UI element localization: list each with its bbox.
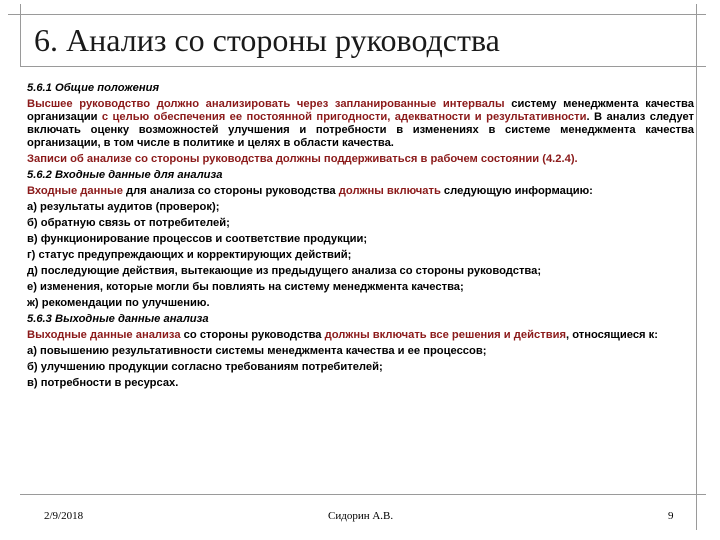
- general-p1-black2: . В анализ следует включать оценку возможностей улучшения и потребности в изменениях в системе менеджмента качества организации, в том числе в политике и целях в области качества.: [27, 111, 694, 149]
- general-paragraph-1: [27, 98, 694, 150]
- general-p1-red2: с целью обеспечения ее постоянной пригодности, адекватности и результативности: [97, 111, 587, 123]
- section-heading-general: 5.6.1 Общие положения: [27, 82, 160, 94]
- inputs-intro-red2: должны включать: [338, 185, 441, 197]
- footer-author: Сидорин А.В.: [328, 510, 394, 522]
- frame-right-line: [696, 4, 697, 530]
- inputs-intro-black2: следующую информацию:: [440, 185, 593, 197]
- inputs-intro-red: Входные данные: [27, 185, 123, 197]
- outputs-intro-red: Выходные данные анализа: [27, 329, 181, 341]
- general-paragraph-2: Записи об анализе со стороны руководства должны поддерживаться в рабочем состоянии (4.2.4).: [27, 153, 578, 165]
- frame-left-line: [20, 4, 21, 66]
- inputs-intro: [27, 185, 694, 198]
- list-item: ж) рекомендации по улучшению.: [27, 297, 210, 309]
- outputs-intro-black2: , относящиеся к:: [565, 329, 659, 341]
- frame-bottom-line: [20, 494, 706, 495]
- list-item: в) потребности в ресурсах.: [27, 377, 179, 389]
- footer-date: 2/9/2018: [44, 510, 84, 522]
- title-divider-line: [20, 66, 706, 67]
- inputs-intro-black: для анализа со стороны руководства: [122, 185, 339, 197]
- outputs-intro-black: со стороны руководства: [180, 329, 325, 341]
- section-heading-outputs: 5.6.3 Выходные данные анализа: [27, 313, 209, 325]
- list-item: а) результаты аудитов (проверок);: [27, 201, 220, 213]
- slide-content: [27, 82, 694, 393]
- list-item: а) повышению результативности системы менеджмента качества и ее процессов;: [27, 345, 487, 357]
- list-item: е) изменения, которые могли бы повлиять на систему менеджмента качества;: [27, 281, 464, 293]
- list-item: г) статус предупреждающих и корректирующих действий;: [27, 249, 352, 261]
- frame-top-line: [8, 14, 706, 15]
- list-item: в) функционирование процессов и соответствие продукции;: [27, 233, 368, 245]
- general-p1-black: систему менеджмента качества организации: [27, 98, 695, 123]
- slide-title: 6. Анализ со стороны руководства: [34, 22, 500, 58]
- list-item: б) улучшению продукции согласно требованиям потребителей;: [27, 361, 383, 373]
- outputs-intro: [27, 329, 694, 342]
- list-item: д) последующие действия, вытекающие из предыдущего анализа со стороны руководства;: [27, 265, 542, 277]
- footer-page-number: 9: [668, 510, 674, 522]
- section-heading-inputs: 5.6.2 Входные данные для анализа: [27, 169, 223, 181]
- general-p1-red: Высшее руководство должно анализировать через запланированные интервалы: [27, 98, 505, 110]
- outputs-intro-red2: должны включать все решения и действия: [324, 329, 566, 341]
- list-item: б) обратную связь от потребителей;: [27, 217, 230, 229]
